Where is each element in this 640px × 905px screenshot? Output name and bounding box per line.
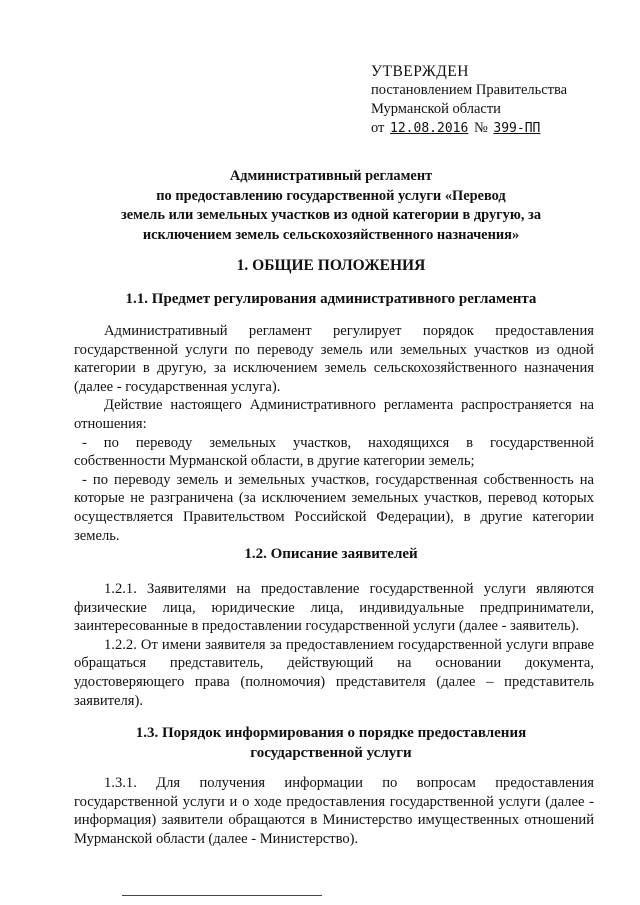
paragraph-1: Административный регламент регулирует порядок предоставления государственной услуги по переводу земель или земельных участков из одной категории в другую, за исключением земель сельскохозяйственного назначения (далее - государственная услуга). [74, 323, 594, 395]
paragraph-3: - по переводу земельных участков, находящихся в государственной собственности Мурманской области, в другие категории земель; [74, 434, 594, 470]
approval-date-line [371, 119, 621, 138]
subsection-1-3-heading-line-2: государственной услуги [250, 744, 412, 761]
section-1-heading: 1. ОБЩИЕ ПОЛОЖЕНИЯ [236, 257, 426, 274]
approval-block [371, 62, 621, 138]
title-line-3: земель или земельных участков из одной категории в другую, за [120, 207, 542, 223]
subsection-1-3-heading [70, 724, 592, 763]
subsection-1-1-heading: 1.1. Предмет регулирования административного регламента [125, 291, 537, 307]
approval-number: 399-ПП [493, 121, 541, 136]
approval-date: 12.08.2016 [390, 121, 469, 136]
from-label: от [371, 120, 385, 136]
paragraph-4: - по переводу земель и земельных участков, государственная собственность на которые не разграничена (за исключением земельных участков, перевод которых осуществляется Правительством Российской Федерации), в другие категории земель. [74, 471, 594, 544]
subsection-1-2-heading: 1.2. Описание заявителей [244, 546, 418, 562]
approval-line-2: Мурманской области [371, 101, 501, 117]
paragraph-2: Действие настоящего Административного регламента распространяется на отношения: [74, 397, 594, 432]
footnote-separator [122, 895, 322, 896]
paragraph-7: 1.3.1. Для получения информации по вопросам предоставления государственной услуги и о ходе предоставления государственной услуги (далее - информация) заявители обращаются в Министерство имущественных отношений Мурманской области (далее - Министерство). [74, 775, 594, 847]
number-label: № [473, 120, 488, 136]
subsection-1-3-body [74, 774, 594, 848]
approval-heading: УТВЕРЖДЕН [371, 63, 469, 80]
paragraph-6: 1.2.2. От имени заявителя за предоставлением государственной услуги вправе обращаться представитель, действующий на основании документа, удостоверяющего права (полномочия) представителя (далее – представитель заявителя). [74, 636, 594, 709]
paragraph-5: 1.2.1. Заявителями на предоставление государственной услуги являются физические лица, юридические лица, индивидуальные предприниматели, заинтересованные в предоставлении государственной услуги (далее - заявитель). [74, 581, 594, 635]
title-line-4: исключением земель сельскохозяйственного назначения» [142, 226, 520, 243]
title-line-2: по предоставлению государственной услуги «Перевод [156, 187, 506, 204]
title-line-1: Административный регламент [229, 168, 433, 184]
document-title [70, 167, 592, 245]
subsection-1-3-heading-line-1: 1.3. Порядок информирования о порядке предоставления [135, 725, 527, 741]
approval-line-1: постановлением Правительства [371, 82, 568, 98]
subsection-1-1-body [74, 322, 594, 545]
subsection-1-2-body [74, 580, 594, 710]
